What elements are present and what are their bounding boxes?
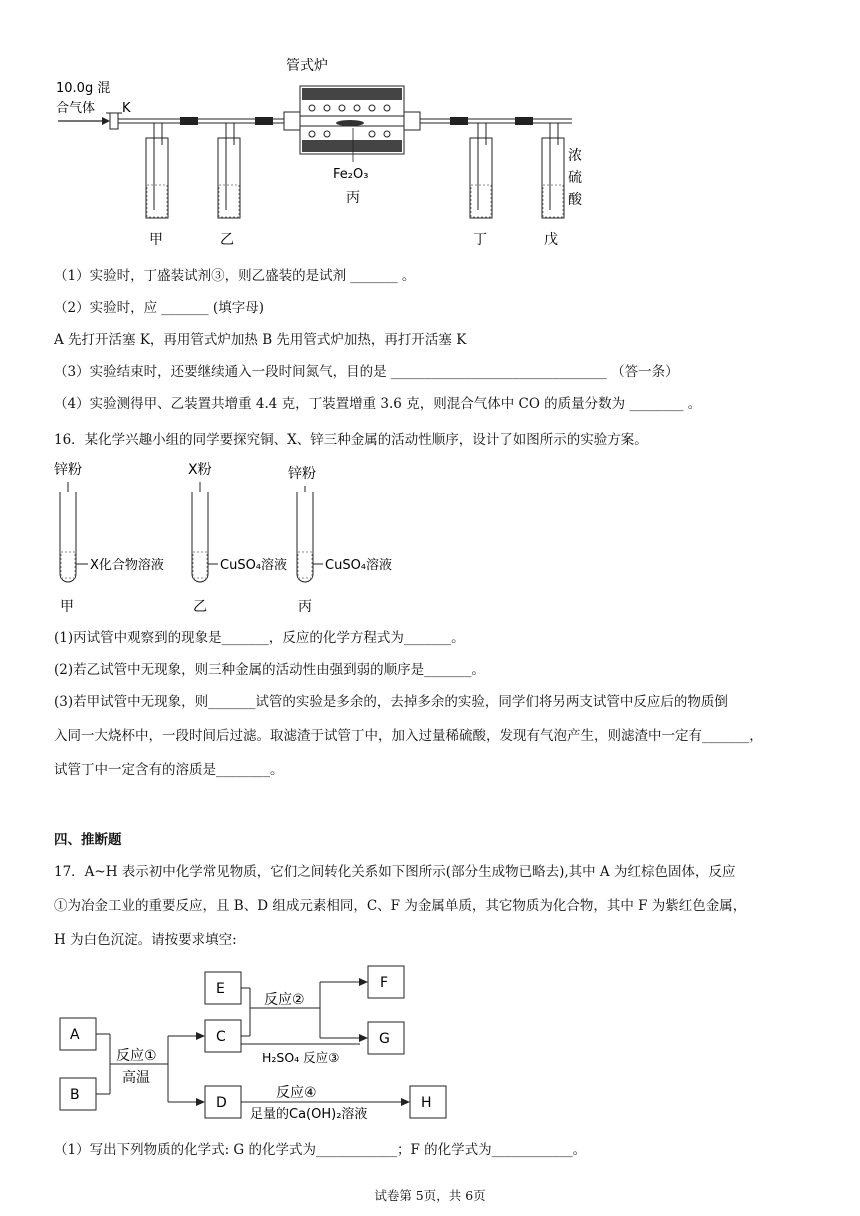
reaction3-label: H₂SO₄ 反应③ [262,1050,340,1065]
tube2-solution-label: CuSO₄溶液 [220,558,288,573]
valve-k-label: K [122,101,131,116]
tube2-top-label: X粉 [188,462,212,478]
bottle-ding [470,123,492,218]
bottle-yi [218,123,240,218]
tube-furnace [284,86,420,154]
bing-label: 丙 [346,190,360,206]
test-tube-jia [60,492,88,582]
q17-line1: 17．A~H 表示初中化学常见物质，它们之间转化关系如下图所示(部分生成物已略去),其中 A 为红棕色固体，反应 [54,864,736,880]
q15-part2: （2）实验时，应 _______ (填字母) [54,300,264,316]
yi-label: 乙 [220,232,234,248]
reaction4-label: 反应④ [276,1085,317,1101]
label-f: F [380,975,389,991]
q17-part1: （1）写出下列物质的化学式: G 的化学式为____________；F 的化学式为____________。 [54,1142,587,1158]
tube1-top-label: 锌粉 [54,462,82,478]
page-footer: 试卷第 5页，共 6页 [374,1188,486,1203]
gas-label-line1: 10.0g 混 [56,81,111,96]
label-c: C [216,1029,226,1045]
furnace-label: 管式炉 [286,58,328,74]
q15-options: A 先打开活塞 K，再用管式炉加热 B 先用管式炉加热，再打开活塞 K [54,332,467,348]
test-tube-yi [192,492,218,582]
q16-part3-line1: (3)若甲试管中无现象，则_______试管的实验是多余的，去掉多余的实验，同学们将另两支试管中反应后的物质倒 [54,694,728,710]
q17-line3: H 为白色沉淀。请按要求填空: [54,932,237,948]
gas-label-line2: 合气体 [56,101,96,116]
acid-label-2: 硫 [568,170,582,186]
jia-label: 甲 [149,232,163,248]
q16-part3-line2: 入同一大烧杯中，一段时间后过滤。取滤渣于试管丁中，加入过量稀硫酸，发现有气泡产生，则滤渣中一定有_______， [54,728,763,744]
reaction4-condition: 足量的Ca(OH)₂溶液 [250,1107,368,1122]
section-title: 四、推断题 [54,832,122,848]
reaction1-label: 反应① [116,1048,157,1064]
wu-label: 戊 [544,232,558,248]
tube2-name: 乙 [193,599,207,615]
reaction1-condition: 高温 [122,1070,150,1086]
label-a: A [70,1027,80,1043]
label-d: D [216,1095,227,1111]
ding-label: 丁 [473,232,487,248]
q16-part3-line3: 试管丁中一定含有的溶质是________。 [54,762,284,778]
tube3-solution-label: CuSO₄溶液 [325,558,393,573]
q17-flow-diagram [50,962,470,1124]
q15-part4: （4）实验测得甲、乙装置共增重 4.4 克，丁装置增重 3.6 克，则混合气体中 CO 的质量分数为 ________ 。 [54,396,702,412]
label-e: E [216,981,225,997]
q15-apparatus-figure [50,50,590,260]
acid-label-3: 酸 [568,192,582,208]
valve-k [110,113,118,129]
fe2o3-label: Fe₂O₃ [333,167,369,182]
test-tube-bing [297,492,323,582]
tube3-name: 丙 [298,599,312,615]
q16-stem: 16．某化学兴趣小组的同学要探究铜、X、锌三种金属的活动性顺序，设计了如图所示的实验方案。 [54,432,648,448]
tube1-solution-label: X化合物溶液 [90,558,164,573]
tube3-top-label: 锌粉 [288,466,316,482]
q17-line2: ①为冶金工业的重要反应，且 B、D 组成元素相同，C、F 为金属单质，其它物质为化合物，其中 F 为紫红色金属， [54,898,747,914]
q16-part2: (2)若乙试管中无现象，则三种金属的活动性由强到弱的顺序是_______。 [54,662,485,678]
bottle-wu [542,123,564,218]
bottle-jia [146,123,168,218]
q16-part1: (1)丙试管中观察到的现象是_______，反应的化学方程式为_______。 [54,630,465,646]
q15-part3: （3）实验结束时，还要继续通入一段时间氮气，目的是 ________________________________ （答一条） [54,364,679,380]
acid-label-1: 浓 [568,148,582,164]
label-g: G [379,1031,390,1047]
q16-test-tubes-figure [50,456,420,616]
label-b: B [70,1087,80,1103]
q15-part1: （1）实验时，丁盛装试剂③，则乙盛装的是试剂 _______ 。 [54,268,416,284]
reaction2-label: 反应② [264,992,305,1008]
tube1-name: 甲 [60,599,74,615]
label-h: H [421,1095,432,1111]
